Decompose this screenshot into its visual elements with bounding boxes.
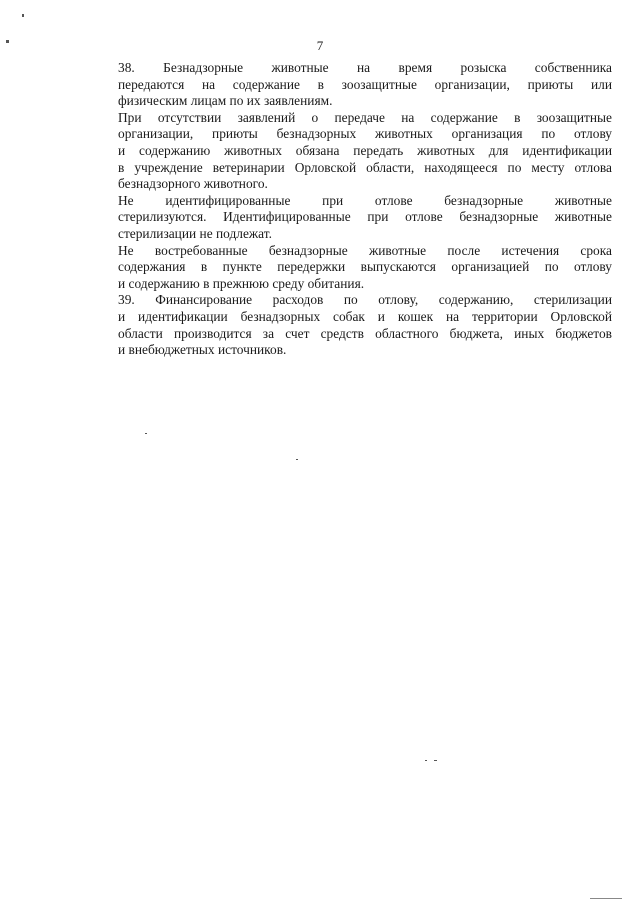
text-line: 39. Финансирование расходов по отлову, содержанию, стерилизации bbox=[118, 292, 612, 308]
scan-speck bbox=[434, 760, 437, 761]
scan-speck bbox=[296, 459, 298, 460]
text-line: и внебюджетных источников. bbox=[118, 342, 287, 358]
paragraph-38 bbox=[80, 60, 612, 110]
text-line: Не востребованные безнадзорные животные после истечения срока bbox=[118, 242, 612, 258]
text-line: При отсутствии заявлений о передаче на содержание в зоозащитные bbox=[118, 109, 612, 125]
scan-speck bbox=[590, 898, 622, 899]
text-line: в учреждение ветеринарии Орловской области, находящееся по месту отлова bbox=[118, 159, 612, 175]
scan-speck bbox=[425, 760, 427, 761]
text-line: 38. Безнадзорные животные на время розыска собственника bbox=[118, 60, 612, 75]
page-number: 7 bbox=[316, 38, 324, 53]
paragraph-sterilization bbox=[80, 193, 612, 243]
text-line: стерилизации не подлежат. bbox=[118, 225, 272, 241]
paragraph-unclaimed bbox=[80, 243, 612, 293]
paragraph-39 bbox=[80, 292, 612, 358]
text-line: стерилизуются. Идентифицированные при отлове безнадзорные животные bbox=[118, 209, 612, 225]
scan-speck bbox=[22, 14, 24, 17]
text-line: и содержанию в прежнюю среду обитания. bbox=[118, 275, 365, 291]
text-line: передаются на содержание в зоозащитные организации, приюты или bbox=[118, 76, 612, 92]
document-body bbox=[80, 60, 612, 359]
text-line: и идентификации безнадзорных собак и кошек на территории Орловской bbox=[118, 308, 612, 324]
text-line: физическим лицам по их заявлениям. bbox=[118, 93, 333, 109]
text-line: безнадзорного животного. bbox=[118, 176, 268, 192]
paragraph-no-applications bbox=[80, 110, 612, 193]
text-line: области производится за счет средств областного бюджета, иных бюджетов bbox=[118, 325, 612, 341]
text-line: Не идентифицированные при отлове безнадзорные животные bbox=[118, 192, 612, 208]
text-line: организации, приюты безнадзорных животных организация по отлову bbox=[118, 126, 612, 142]
text-line: и содержанию животных обязана передать животных для идентификации bbox=[118, 142, 612, 158]
text-line: содержания в пункте передержки выпускаются организацией по отлову bbox=[118, 259, 612, 275]
scan-speck bbox=[145, 433, 147, 434]
